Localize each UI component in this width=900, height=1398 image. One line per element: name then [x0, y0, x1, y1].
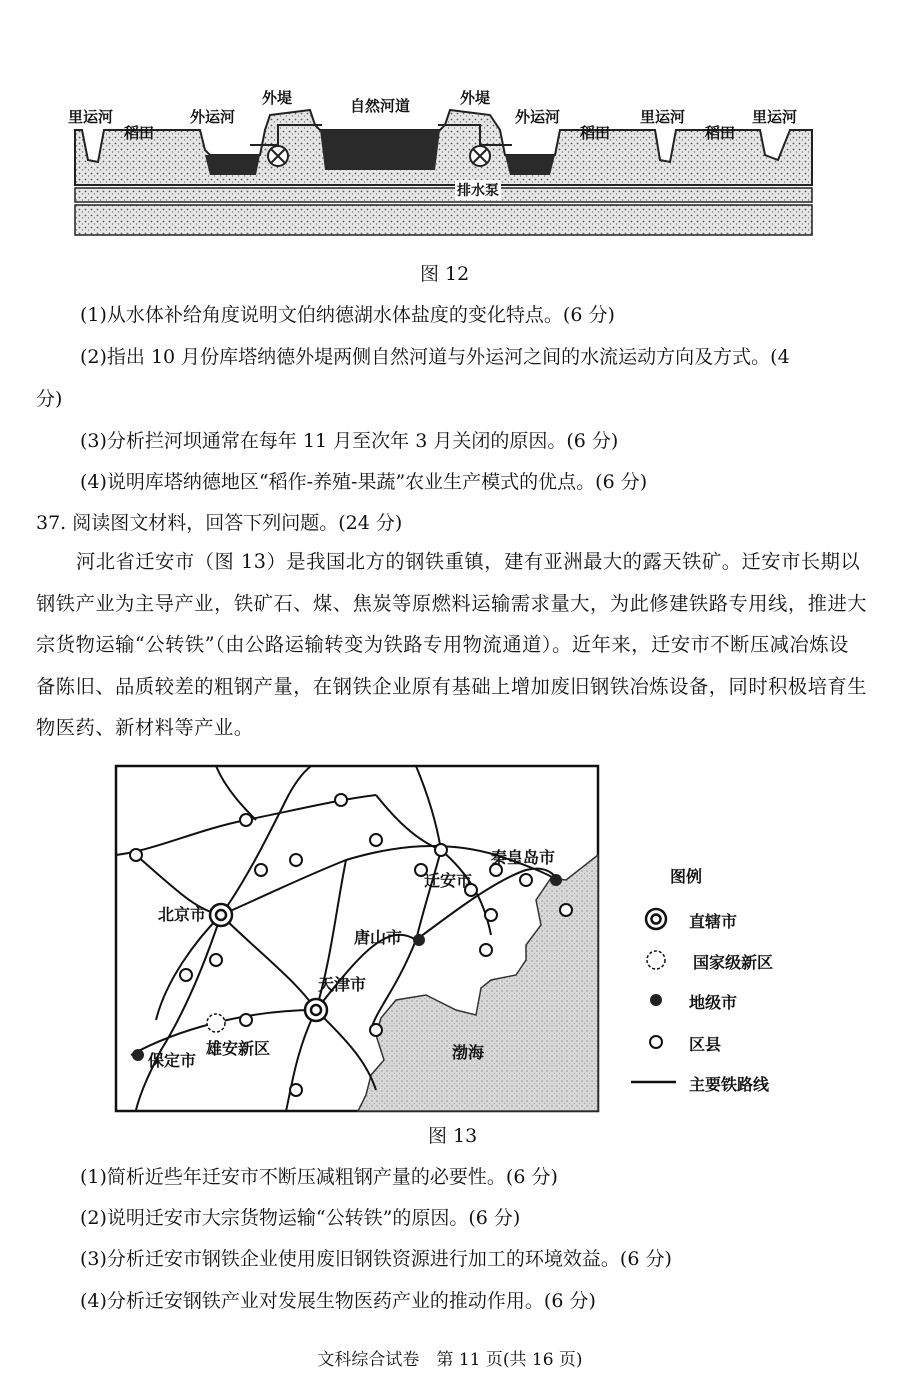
tangshan-marker: [413, 934, 425, 946]
drain-pump-left-icon: [268, 146, 288, 166]
drain-pump-right-icon: [470, 146, 490, 166]
label-natural-channel: 自然河道: [350, 97, 411, 115]
q36-sub-2a: (2)指出 10 月份库塔纳德外堤两侧自然河道与外运河之间的水流运动方向及方式。(4: [80, 346, 790, 368]
outer-canal-water-left: [205, 155, 260, 175]
q37-sub-2: (2)说明迁安市大宗货物运输“公转铁”的原因。(6 分): [80, 1207, 521, 1229]
label-tianjin: 天津市: [318, 975, 367, 994]
legend-municipality: 直辖市: [689, 912, 738, 931]
q37-passage: 河北省迁安市（图 13）是我国北方的钢铁重镇，建有亚洲最大的露天铁矿。迁安市长期以钢铁产业为主导产业，铁矿石、煤、焦炭等原燃料运输需求量大，为此修建铁路专用线，推进大宗货物运输“公转铁”（由公路运输转变为铁路专用物流通道）。近年来，迁安市不断压减冶炼设备陈旧、品质较差的粗钢产量，在钢铁企业原有基础上增加废旧钢铁冶炼设备，同时积极培育生物医药、新材料等产业。: [36, 550, 868, 739]
q36-sub-1: (1)从水体补给角度说明文伯纳德湖水体盐度的变化特点。(6 分): [80, 304, 615, 326]
natural-channel-water: [320, 130, 440, 170]
qinhuangdao-marker: [550, 874, 562, 886]
figure-13-caption: 图 13: [428, 1125, 478, 1147]
legend-title: 图例: [670, 867, 703, 886]
ground-profile: [75, 110, 812, 185]
label-rice-field: 稻田: [580, 124, 611, 142]
label-drain-pump: 排水泵: [455, 180, 501, 200]
label-li-canal: 里运河: [68, 108, 114, 126]
label-outer-canal: 外运河: [190, 108, 236, 126]
page-footer: 文科综合试卷 第 11 页(共 16 页): [317, 1350, 583, 1370]
q37-heading: 37. 阅读图文材料，回答下列问题。(24 分): [36, 512, 403, 534]
legend-railway: 主要铁路线: [689, 1075, 770, 1094]
tianjin-marker: [305, 999, 327, 1021]
label-qian-an: 迁安市: [424, 871, 473, 890]
q36-sub-2b: 分): [36, 388, 63, 410]
legend-county: 区县: [689, 1035, 722, 1054]
q37-sub-1: (1)简析近些年迁安市不断压减粗钢产量的必要性。(6 分): [80, 1166, 558, 1188]
legend-symbols: [631, 909, 676, 1082]
beijing-marker: [210, 904, 232, 926]
label-outer-dike: 外堤: [460, 89, 491, 107]
legend-national-new-area: 国家级新区: [693, 953, 774, 972]
legend-prefecture-city: 地级市: [689, 993, 738, 1012]
label-li-canal: 里运河: [752, 108, 798, 126]
figure-12-caption: 图 12: [420, 263, 470, 285]
xiongan-marker: [207, 1014, 225, 1032]
label-outer-canal: 外运河: [515, 108, 561, 126]
label-bohai: 渤海: [452, 1043, 485, 1062]
q37-sub-3: (3)分析迁安市钢铁企业使用废旧钢铁资源进行加工的环境效益。(6 分): [80, 1248, 672, 1270]
label-outer-dike: 外堤: [262, 89, 293, 107]
label-beijing: 北京市: [158, 905, 207, 924]
outer-canal-water-right: [505, 155, 555, 175]
label-qinhuangdao: 秦皇岛市: [491, 848, 556, 867]
label-rice-field: 稻田: [124, 124, 155, 142]
baoding-marker: [132, 1049, 144, 1061]
label-li-canal: 里运河: [640, 108, 686, 126]
label-tangshan: 唐山市: [354, 928, 403, 947]
q37-sub-4: (4)分析迁安钢铁产业对发展生物医药产业的推动作用。(6 分): [80, 1290, 596, 1312]
figure-13-map: [96, 760, 836, 1122]
figure-12-cross-section: [60, 70, 830, 250]
label-baoding: 保定市: [148, 1051, 197, 1070]
q36-sub-4: (4)说明库塔纳德地区“稻作-养殖-果蔬”农业生产模式的优点。(6 分): [80, 471, 648, 493]
label-rice-field: 稻田: [705, 124, 736, 142]
label-xiongan: 雄安新区: [206, 1039, 271, 1058]
q36-sub-3: (3)分析拦河坝通常在每年 11 月至次年 3 月关闭的原因。(6 分): [80, 430, 619, 452]
